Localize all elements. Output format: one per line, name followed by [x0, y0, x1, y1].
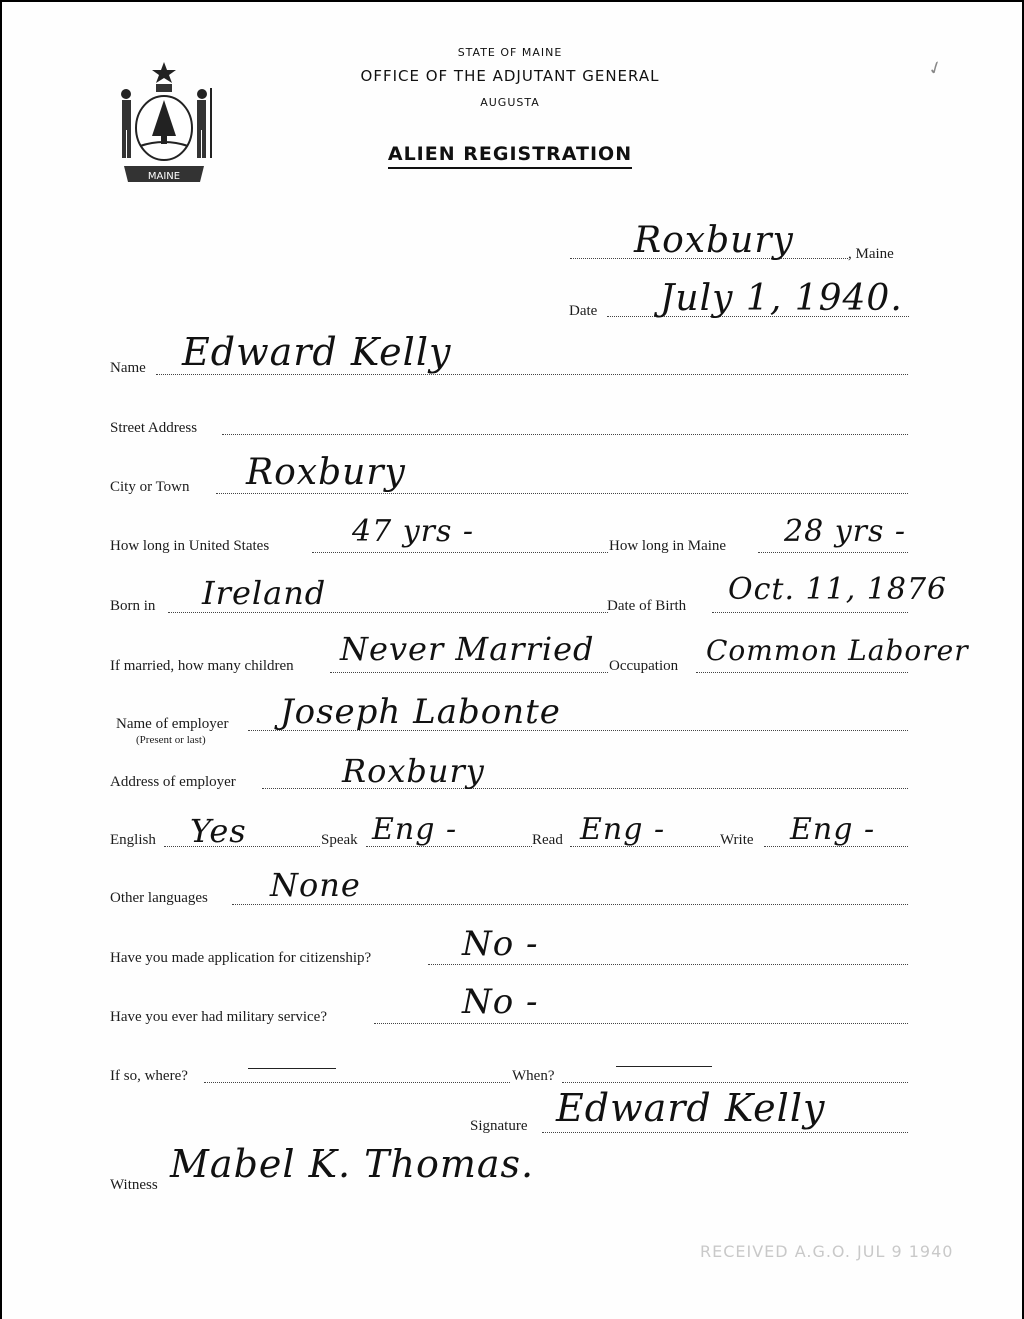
maine-label: , Maine — [848, 246, 894, 262]
where-dash — [248, 1068, 336, 1069]
how-long-maine-value: 28 yrs - — [784, 514, 907, 549]
english-value: Yes — [190, 812, 247, 850]
citizenship-label: Have you made application for citizenship? — [110, 950, 372, 966]
svg-text:MAINE: MAINE — [147, 171, 181, 182]
born-in-line — [168, 612, 608, 613]
military-line — [374, 1023, 908, 1024]
city-label: City or Town — [110, 479, 190, 495]
signature-label: Signature — [470, 1118, 528, 1134]
how-long-maine-label: How long in Maine — [609, 538, 727, 554]
street-line — [222, 434, 908, 435]
employer-label: Name of employer — [116, 716, 229, 732]
name-line — [156, 374, 908, 375]
name-label: Name — [110, 360, 146, 376]
write-value: Eng - — [790, 812, 876, 847]
name-value: Edward Kelly — [182, 330, 452, 374]
witness-label: Witness — [110, 1177, 158, 1193]
military-label: Have you ever had military service? — [110, 1009, 327, 1025]
how-long-us-value: 47 yrs - — [352, 514, 475, 549]
citizenship-value: No - — [462, 924, 539, 964]
employer-address-value: Roxbury — [342, 752, 485, 790]
where-label: If so, where? — [110, 1068, 188, 1084]
signature-value: Edward Kelly — [556, 1086, 826, 1130]
dob-line — [712, 612, 908, 613]
other-languages-value: None — [270, 866, 361, 904]
state-seal-icon — [112, 58, 216, 188]
write-label: Write — [720, 832, 754, 848]
when-dash — [616, 1066, 712, 1067]
read-value: Eng - — [580, 812, 666, 847]
date-value: July 1, 1940. — [660, 278, 903, 319]
how-long-us-line — [312, 552, 608, 553]
occupation-label: Occupation — [609, 658, 679, 674]
signature-line — [542, 1132, 908, 1133]
english-label: English — [110, 832, 156, 848]
header-state: STATE OF MAINE — [457, 46, 563, 59]
city-value: Roxbury — [246, 452, 406, 493]
scan-border-top — [0, 0, 1024, 2]
military-value: No - — [462, 982, 539, 1022]
citizenship-line — [428, 964, 908, 965]
speak-label: Speak — [321, 832, 358, 848]
read-label: Read — [532, 832, 563, 848]
occupation-value: Common Laborer — [706, 634, 969, 667]
where-line — [204, 1082, 510, 1083]
date-label: Date — [569, 303, 598, 319]
city-line — [216, 493, 908, 494]
speak-value: Eng - — [372, 812, 458, 847]
when-label: When? — [512, 1068, 555, 1084]
street-label: Street Address — [110, 420, 198, 436]
when-line — [562, 1082, 908, 1083]
employer-value: Joseph Labonte — [280, 692, 561, 732]
other-languages-line — [232, 904, 908, 905]
form-title: ALIEN REGISTRATION — [300, 143, 720, 165]
born-in-label: Born in — [110, 598, 156, 614]
born-in-value: Ireland — [202, 574, 327, 612]
dob-label: Date of Birth — [607, 598, 687, 614]
occupation-line — [696, 672, 908, 673]
employer-sublabel: (Present or last) — [136, 734, 206, 746]
town-value: Roxbury — [634, 220, 794, 261]
employer-address-label: Address of employer — [110, 774, 236, 790]
children-line — [330, 672, 608, 673]
other-languages-label: Other languages — [110, 890, 208, 906]
children-value: Never Married — [340, 630, 595, 668]
header-office: OFFICE OF THE ADJUTANT GENERAL — [360, 67, 660, 85]
check-mark-icon: ✓ — [924, 56, 946, 81]
how-long-maine-line — [758, 552, 908, 553]
witness-value: Mabel K. Thomas. — [170, 1142, 535, 1186]
dob-value: Oct. 11, 1876 — [728, 572, 948, 607]
header-city: AUGUSTA — [480, 96, 540, 109]
received-stamp: RECEIVED A.G.O. JUL 9 1940 — [700, 1242, 954, 1261]
how-long-us-label: How long in United States — [110, 538, 270, 554]
scan-border-left — [0, 0, 2, 1319]
children-label: If married, how many children — [110, 658, 294, 674]
